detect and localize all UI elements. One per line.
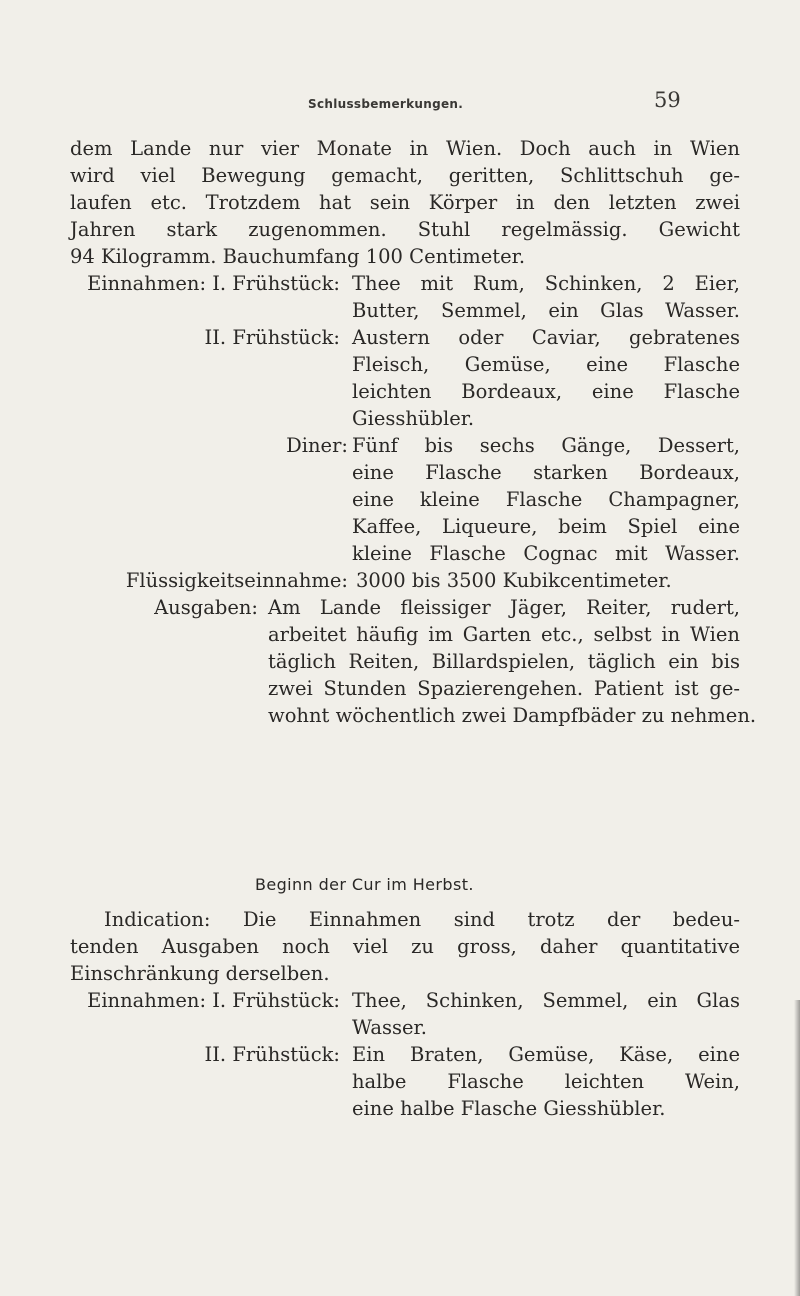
fruehstueck-line: Giesshübler. (352, 407, 475, 430)
body-line: 94 Kilogramm. Bauchumfang 100 Centimeter. (70, 245, 526, 268)
body-line: wird viel Bewegung gemacht, geritten, Schlittschuh ge- (70, 164, 740, 187)
body-line: dem Lande nur vier Monate in Wien. Doch auch in Wien (70, 137, 740, 160)
fruehstueck-cur-line: Ein Braten, Gemüse, Käse, eine (352, 1043, 740, 1066)
page-number: 59 (654, 88, 681, 112)
fluessigkeit-value: 3000 bis 3500 Kubikcentimeter. (356, 569, 672, 592)
fruehstueck-line: Austern oder Caviar, gebratenes (352, 326, 740, 349)
fruehstueck-label: II. Frühstück: (204, 326, 340, 349)
fluessigkeit-label: Flüssigkeitseinnahme: (125, 569, 348, 592)
ausgaben-line: zwei Stunden Spazierengehen. Patient ist ge- (268, 677, 740, 700)
indication-line: Einschränkung derselben. (70, 962, 330, 985)
fruehstueck-line: leichten Bordeaux, eine Flasche (352, 380, 740, 403)
einnahmen-label: Einnahmen: I. Frühstück: (87, 272, 340, 295)
body-line: laufen etc. Trotzdem hat sein Körper in den letzten zwei (70, 191, 740, 214)
einnahmen-line: Butter, Semmel, ein Glas Wasser. (352, 299, 740, 322)
ausgaben-line: täglich Reiten, Billardspielen, täglich ein bis (268, 650, 740, 673)
fruehstueck-line: Fleisch, Gemüse, eine Flasche (352, 353, 740, 376)
einnahmen-cur-line: Thee, Schinken, Semmel, ein Glas (352, 989, 740, 1012)
diner-line: Kaffee, Liqueure, beim Spiel eine (352, 515, 740, 538)
ausgaben-line: arbeitet häufig im Garten etc., selbst in Wien (268, 623, 740, 646)
diner-label: Diner: (286, 434, 348, 457)
ausgaben-label: Ausgaben: (154, 596, 258, 619)
fruehstueck-cur-line: eine halbe Flasche Giesshübler. (352, 1097, 666, 1120)
diner-line: eine Flasche starken Bordeaux, (352, 461, 740, 484)
einnahmen-cur-label: Einnahmen: I. Frühstück: (87, 989, 340, 1012)
running-head: Schlussbemerkungen. (308, 97, 464, 111)
ausgaben-line: wohnt wöchentlich zwei Dampfbäder zu nehmen. (268, 704, 757, 727)
diner-line: eine kleine Flasche Champagner, (352, 488, 740, 511)
fruehstueck-cur-line: halbe Flasche leichten Wein, (352, 1070, 740, 1093)
ausgaben-line: Am Lande fleissiger Jäger, Reiter, rudert, (268, 596, 740, 619)
fruehstueck-cur-label: II. Frühstück: (204, 1043, 340, 1066)
einnahmen-line: Thee mit Rum, Schinken, 2 Eier, (352, 272, 740, 295)
diner-line: Fünf bis sechs Gänge, Dessert, (352, 434, 740, 457)
section-heading: Beginn der Cur im Herbst. (255, 875, 474, 894)
indication-line: tenden Ausgaben noch viel zu gross, daher quantitative (70, 935, 740, 958)
diner-line: kleine Flasche Cognac mit Wasser. (352, 542, 740, 565)
einnahmen-cur-line: Wasser. (352, 1016, 427, 1039)
page-edge-shadow (794, 1000, 800, 1296)
indication-line: Indication: Die Einnahmen sind trotz der bedeu- (104, 908, 740, 931)
body-line: Jahren stark zugenommen. Stuhl regelmässig. Gewicht (70, 218, 740, 241)
